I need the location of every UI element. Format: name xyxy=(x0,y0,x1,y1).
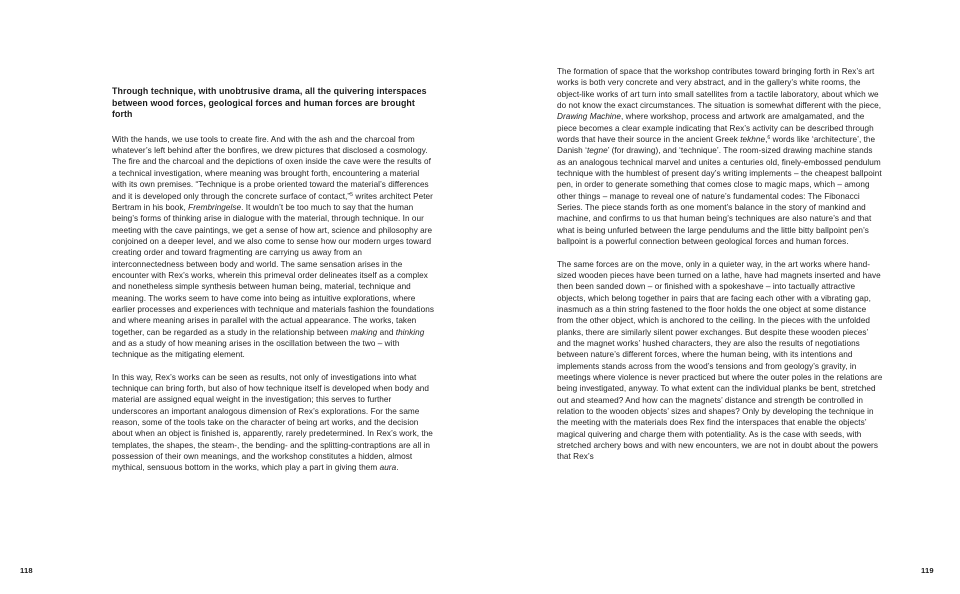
section-heading: Through technique, with unobtrusive drama, all the quivering interspaces between wood forces, geological forces and human forces are brought forth xyxy=(112,86,427,120)
paragraph: In this way, Rex’s works can be seen as results, not only of investigations into what technique can bring forth, but also of how technique itself is developed when body and material are assigned equal weight in the investigation; this serves to further underscores an important analogous dimension of Rex’s explorations. For the same reason, some of the tools take on the character of being art works, and the decision about when an object is finished is, apparently, rarely predetermined. In Rex’s work, the templates, the shapes, the steam-, the bending- and the splitting-contraptions are all in possession of their own meanings, and the workshop constitutes a hidden, almost mythical, sensuous bottom in the works, which play a part in giving them aura. xyxy=(112,372,433,473)
page-right xyxy=(480,0,960,594)
paragraph: With the hands, we use tools to create fire. And with the ash and the charcoal from whatever’s left behind after the bonfires, we drew pictures that disclosed a cosmology. The fire and the charcoal and the depictions of oxen inside the cave were the results of a technical investigation, where meaning was brought forth, encountering a material with its own premises. “Technique is a probe oriented toward the material’s differences and it is developed only through the concrete surface of contact,”$^5$ writes architect Peter Bertram in his book, Frembringelse. It wouldn’t be too much to say that the human being’s forms of thinking arise in dialogue with the material, through technique. In our meeting with the cave paintings, we get a sense of how art, science and philosophy are conjoined on a deeper level, and we also come to sense how our modern urges toward creating order and toward fragmenting are carrying us away from an interconnectedness between body and world. The same sensation arises in the encounter with Rex’s works, wherein this primeval order delineates itself as a complex and nonetheless simple synthesis between human being, material, technique and meaning. The works seem to have come into being as intuitive explorations, where earlier processes and experiences with technique and materials fashion the foundations and where meaning arises in parallel with the actual appearance. The works, taken together, can be regarded as a study in the relationship between making and thinking and as a study of how meaning arises in the oscillation between the two – with technique as the mitigating element. xyxy=(112,134,434,360)
paragraph: The same forces are on the move, only in a quieter way, in the art works where hand-sized wooden pieces have been turned on a lathe, have had magnets inserted and have then been sanded down – or finished with a spokeshave – into tactually attractive objects, which belong together in pairs that are facing each other with a vibrating gap, inasmuch as a thin string fastened to the floor holds the one object at some distance from the other object, which is anchored to the ceiling. In the pieces with the unfolded planks, there are similarly silent power exchanges. But despite these wooden pieces’ and the magnet works’ hushed characters, they are also the results of negotiations between nature’s different forces, where the human being, with its intentions and implements stands across from the wood’s tensions and from geology’s gravity, in meetings where violence is never practiced but where the outer poles in the relations are being investigated, anyway. To what extent can the individual planks be bent, stretched out and steamed? And how can the magnets’ distance and strength be controlled in relation to the wooden objects’ sizes and shapes? Only by developing the technique in the meeting with the materials does Rex find the interspaces that enable the objects’ magical quivering and charge them with potentiality. As is the case with seeds, with stretched archery bows and with new encounters, we are not in doubt about the powers that Rex’s xyxy=(557,259,883,462)
page-number-right: 119 xyxy=(921,566,934,575)
page-number-left: 118 xyxy=(20,566,33,575)
left-text-column xyxy=(112,86,436,485)
right-text-column xyxy=(557,66,883,474)
paragraph: The formation of space that the workshop contributes toward bringing forth in Rex’s art works is both very concrete and very abstract, and in the gallery’s white rooms, the object-like works of art turn into small satellites from a tactile laboratory, about which we do not know the exact circumstances. The situation is somewhat different with the piece, Drawing Machine, where workshop, process and artwork are amalgamated, and the piece becomes a clear example indicating that Rex’s activity can be described through words that have their source in the ancient Greek tekhne,$^6$ words like ‘architecture’, the Danish ‘tegne’ (for drawing), and ‘technique’. The room-sized drawing machine stands as an analogous technical marvel and unites a centuries old, finely-embossed pendulum technique with the humblest of present day’s writing implements – the cheapest ballpoint pen, in order to generate something that comes close to magic maps, which – among other things – manage to reveal one of nature’s fundamental codes: The Fibonacci Series. The piece stands forth as one moment’s balance in the story of mankind and machine, and confirms to us that human being’s techniques are also nature’s and that what is being unfurled between the large pendulums and the little bitty ballpoint pen’s ballpoint is a powerful connection between geological forces and human forces. xyxy=(557,67,882,247)
